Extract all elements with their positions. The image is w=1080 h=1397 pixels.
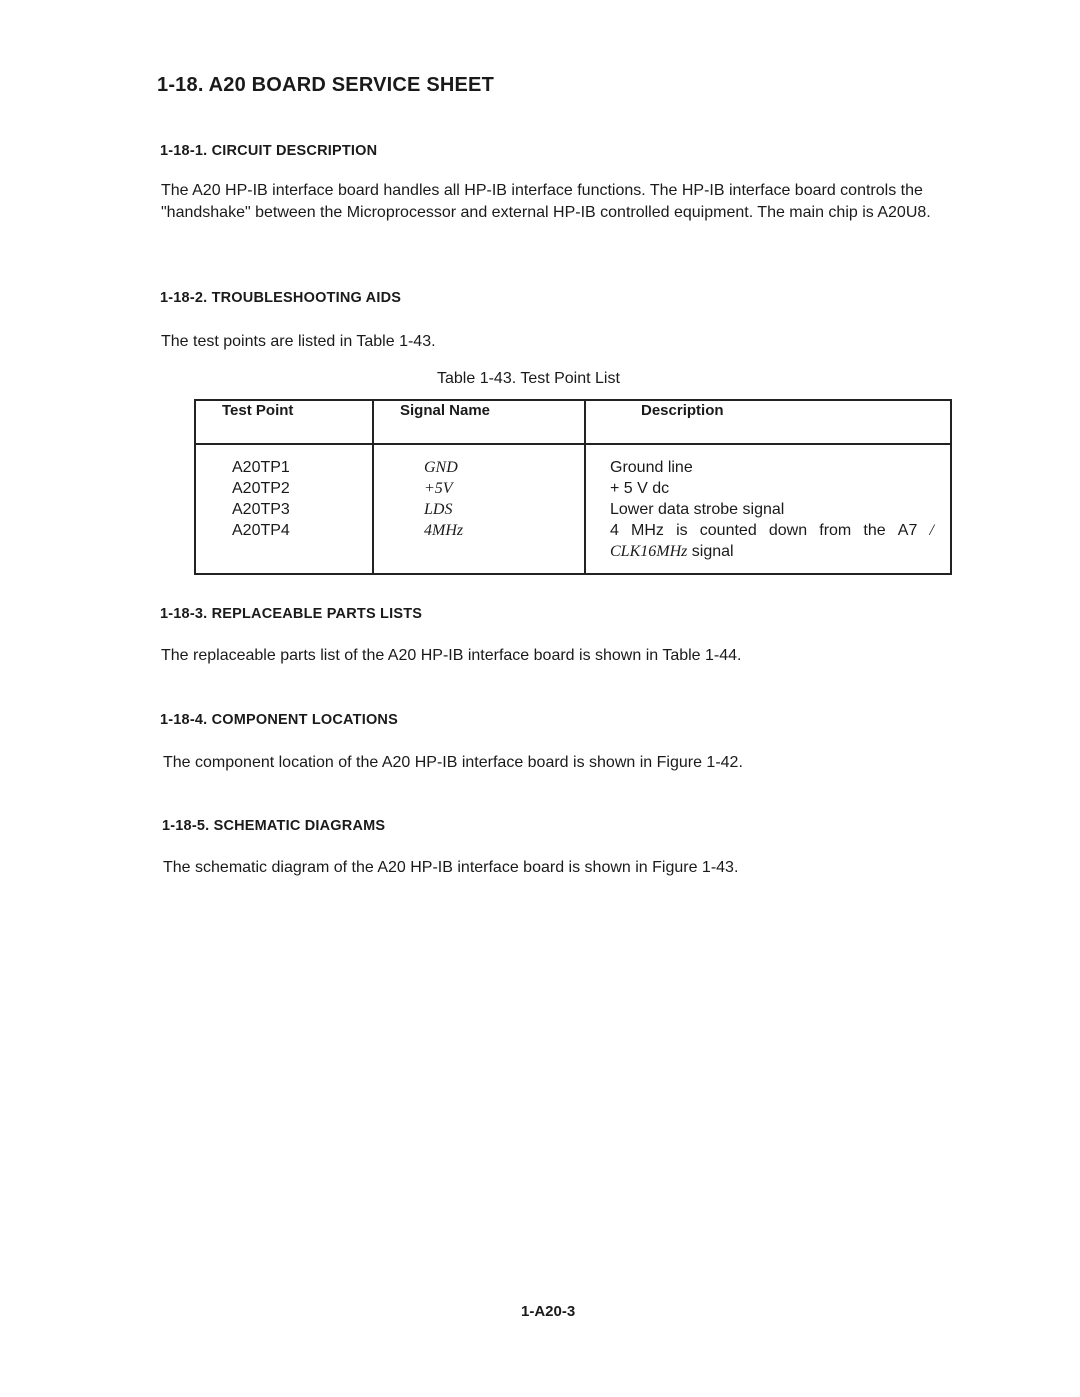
test-point-cell: A20TP2	[232, 480, 290, 497]
word: is	[676, 522, 688, 539]
signal-name-cell: GND	[424, 459, 458, 476]
description-cell: + 5 V dc	[610, 480, 670, 497]
section-heading-troubleshooting-aids: 1-18-2. TROUBLESHOOTING AIDS	[160, 290, 402, 306]
test-point-cell: A20TP3	[232, 501, 290, 518]
schematic-diagrams-text: The schematic diagram of the A20 HP-IB interface board is shown in Figure 1-43.	[163, 859, 739, 876]
table-caption: Table 1-43. Test Point List	[437, 370, 620, 387]
word: 4	[610, 522, 619, 539]
test-point-table	[194, 399, 952, 575]
description-tail: signal	[687, 543, 734, 560]
description-column	[585, 444, 951, 574]
section-heading-circuit-description: 1-18-1. CIRCUIT DESCRIPTION	[160, 143, 378, 159]
word: A7	[897, 522, 918, 539]
word: down	[768, 522, 808, 539]
header-test-point: Test Point	[195, 400, 373, 444]
section-heading-component-locations: 1-18-4. COMPONENT LOCATIONS	[160, 712, 398, 728]
description-cell: Ground line	[610, 459, 693, 476]
component-locations-text: The component location of the A20 HP-IB interface board is shown in Figure 1-42.	[163, 754, 743, 771]
circuit-description-text: The A20 HP-IB interface board handles all HP-IB interface functions. The HP-IB interface board controls the "handshake" between the Microprocessor and external HP-IB controlled equipment. The main chip is A20U8.	[161, 182, 931, 221]
header-description: Description	[585, 400, 951, 444]
description-cell: Lower data strobe signal	[610, 501, 785, 518]
header-signal-name: Signal Name	[373, 400, 585, 444]
section-heading-schematic-diagrams: 1-18-5. SCHEMATIC DIAGRAMS	[162, 818, 386, 834]
table-header-row	[195, 400, 951, 444]
description-cell-justified	[610, 520, 934, 541]
word: counted	[699, 522, 757, 539]
description-cell-continued	[610, 541, 934, 562]
troubleshooting-aids-text: The test points are listed in Table 1-43.	[161, 333, 436, 350]
word: MHz	[631, 522, 664, 539]
page-number: 1-A20-3	[521, 1303, 576, 1320]
replaceable-parts-text: The replaceable parts list of the A20 HP-IB interface board is shown in Table 1-44.	[161, 647, 742, 664]
section-heading-replaceable-parts: 1-18-3. REPLACEABLE PARTS LISTS	[160, 606, 423, 622]
signal-name-cell: LDS	[424, 501, 453, 518]
page-title: 1-18. A20 BOARD SERVICE SHEET	[157, 74, 495, 96]
signal-name-cell: 4MHz	[424, 522, 464, 539]
test-point-cell: A20TP4	[232, 522, 290, 539]
test-point-cell: A20TP1	[232, 459, 290, 476]
word: from	[819, 522, 852, 539]
word: /	[929, 522, 934, 539]
signal-name-column	[373, 444, 585, 574]
word: the	[863, 522, 886, 539]
signal-name-cell: +5V	[424, 480, 453, 497]
test-point-column	[195, 444, 373, 574]
table-body-row	[195, 444, 951, 574]
signal-ref: CLK16MHz	[610, 543, 688, 560]
